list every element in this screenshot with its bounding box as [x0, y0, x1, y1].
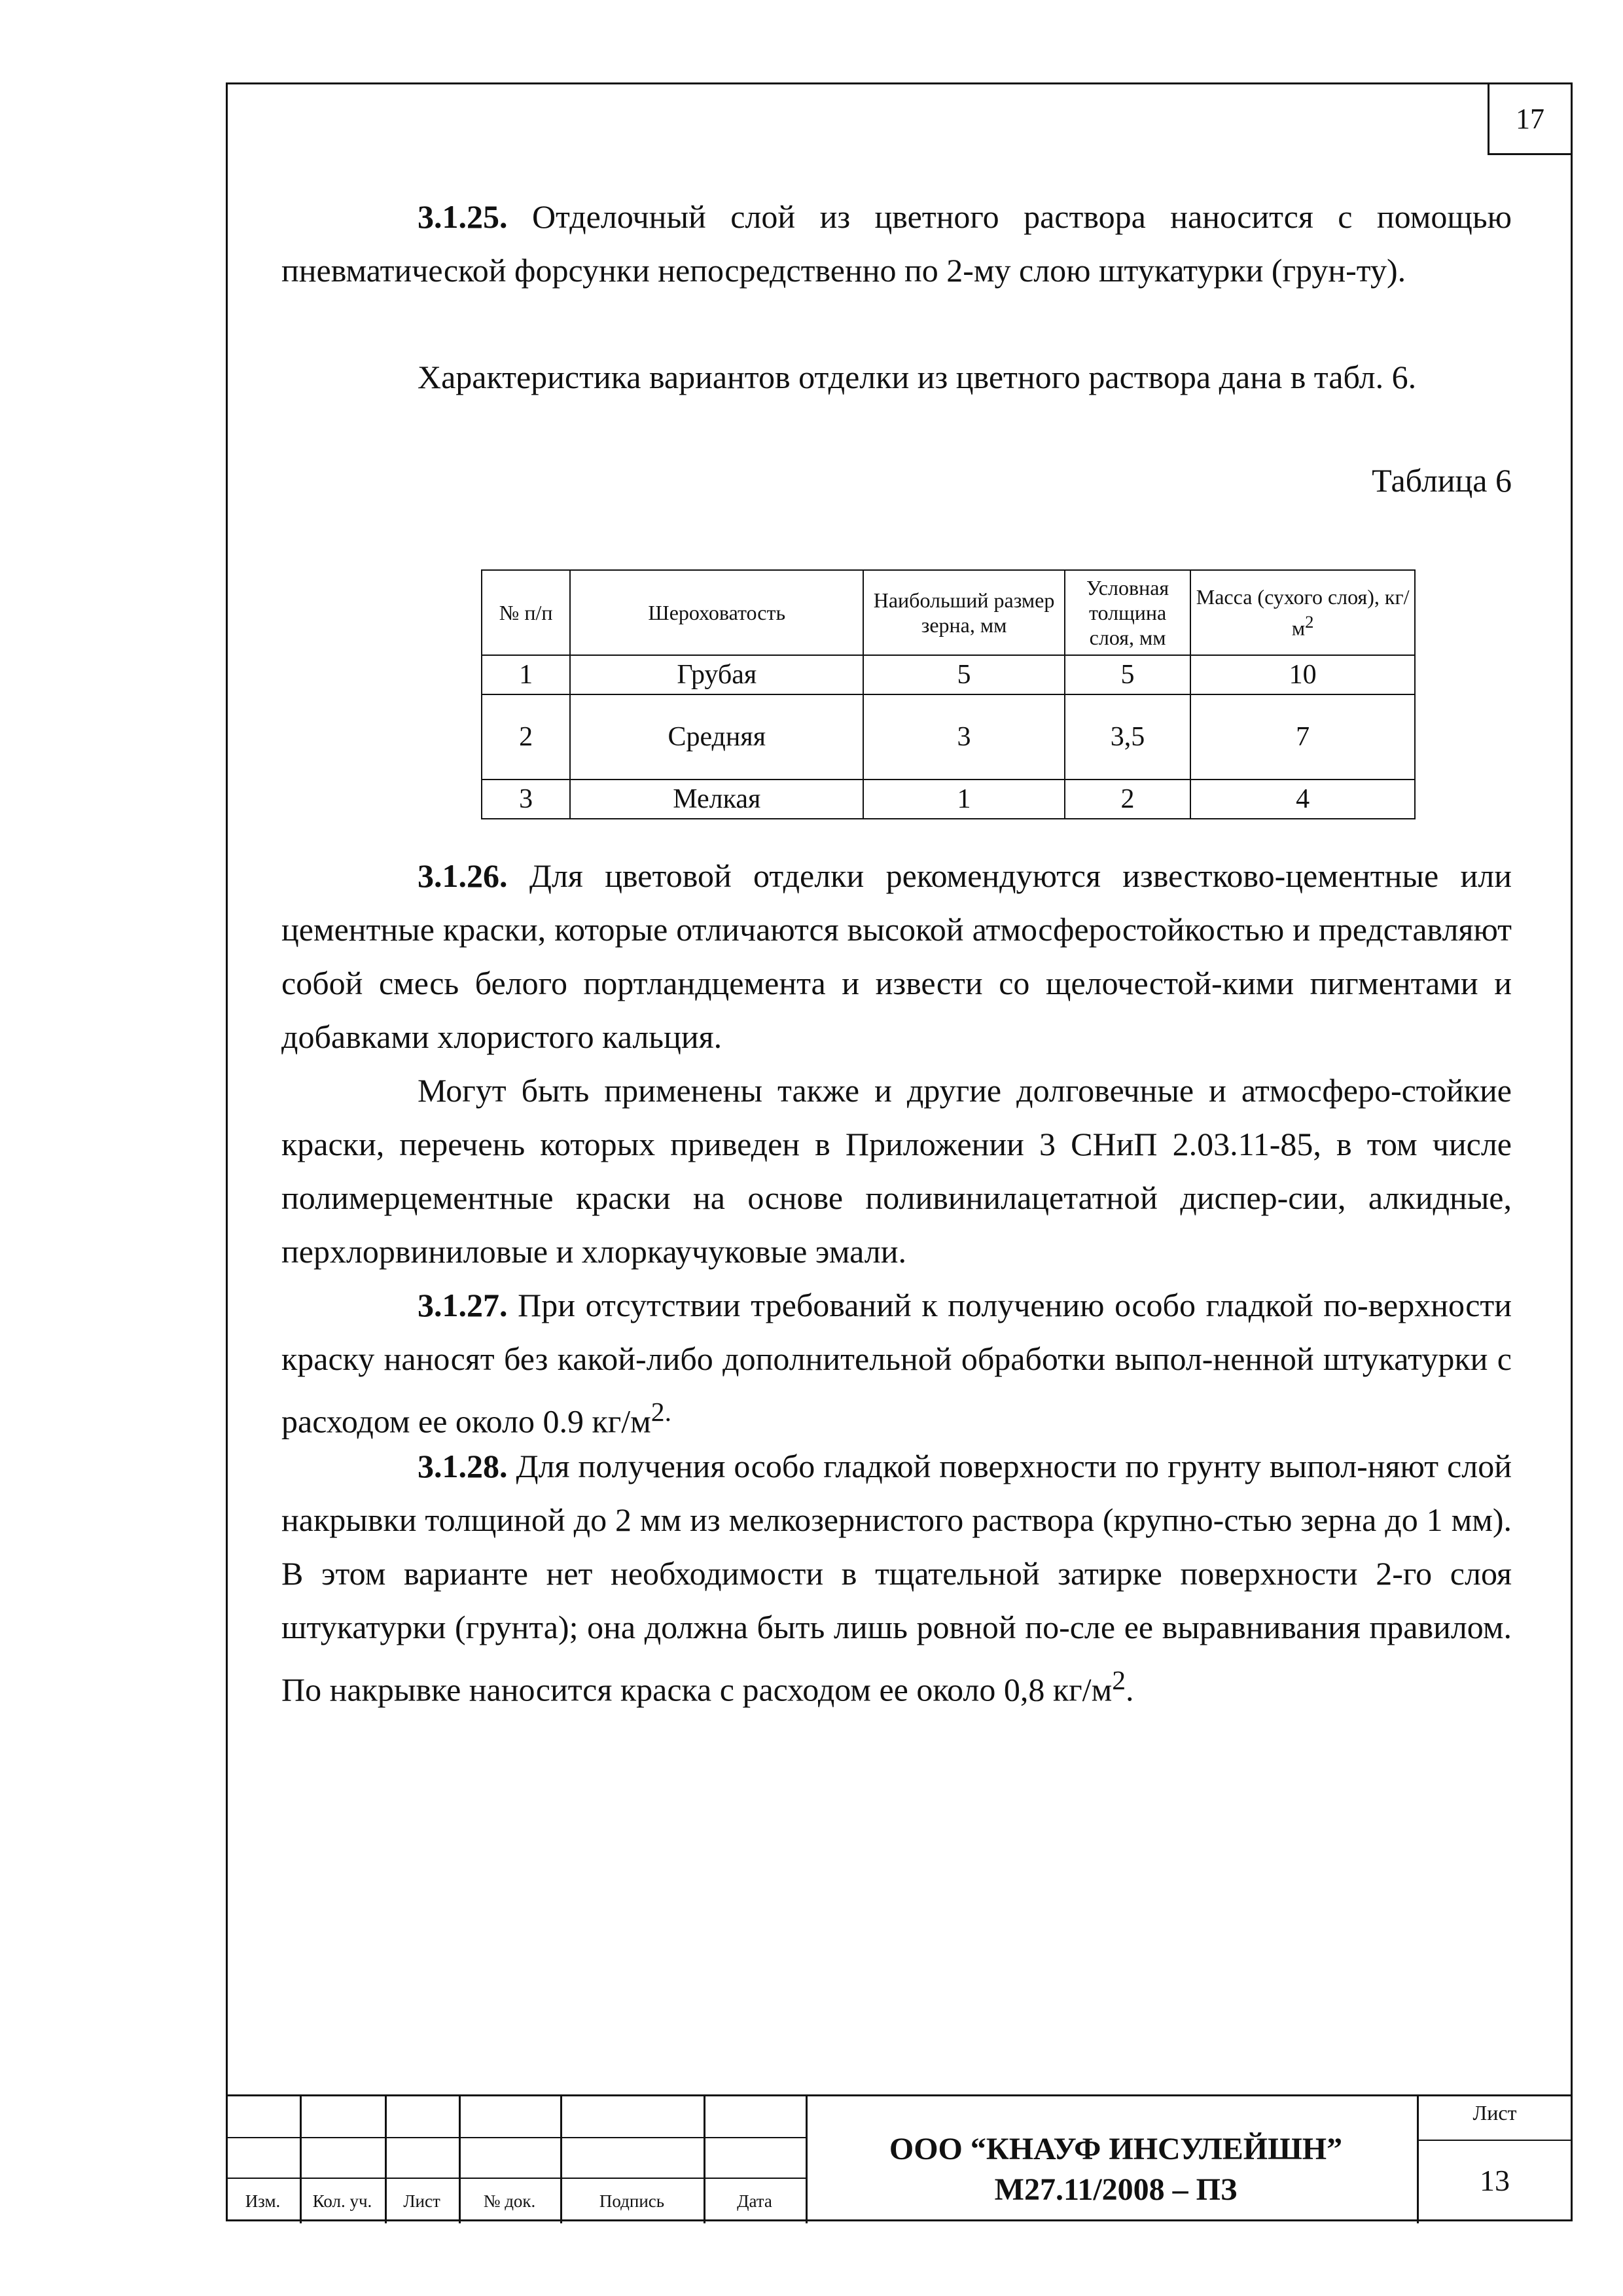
table-cell: 3,5 — [1065, 694, 1190, 780]
stamp-label-signature: Подпись — [599, 2191, 665, 2211]
clause-text: Характеристика вариантов отделки из цветного раствора дана в табл. 6. — [418, 359, 1417, 395]
stamp-label-date: Дата — [737, 2191, 772, 2211]
table-cell: Грубая — [570, 655, 863, 694]
table-cell: 2 — [1065, 780, 1190, 819]
table-cell: Средняя — [570, 694, 863, 780]
clause-text: При отсутствии требований к получению особо гладкой по-верхности краску наносят без какой-либо дополнительной обработки выпол-ненной штукатурки с расходом ее около 0.9 кг/м — [281, 1287, 1512, 1440]
table-cell: 1 — [482, 655, 570, 694]
table-6 — [481, 569, 1416, 819]
sheet-label: Лист — [1472, 2101, 1517, 2125]
table-row — [482, 694, 1415, 780]
document-code: М27.11/2008 – ПЗ — [994, 2172, 1238, 2207]
table-cell: 7 — [1190, 694, 1415, 780]
sheet-number: 13 — [1480, 2164, 1510, 2197]
clause-number: 3.1.28. — [418, 1448, 508, 1484]
stamp-label-change: Изм. — [245, 2191, 281, 2211]
clause-text: Могут быть применены также и другие долговечные и атмосферо-стойкие краски, перечень которых приведен в Приложении 3 СНиП 2.03.11-85, в том числе полимерцементные краски на основе поливинилацетатной диспер-сии, алкидные, перхлорвиниловые и хлоркаучуковые эмали. — [281, 1072, 1512, 1270]
clause-text-end: . — [1126, 1671, 1134, 1708]
table-cell: Мелкая — [570, 780, 863, 819]
stamp-label-doc: № док. — [483, 2191, 536, 2211]
table-row — [482, 655, 1415, 694]
header-cell: № п/п — [482, 570, 570, 655]
table-cell: 3 — [482, 780, 570, 819]
organization-name: ООО “КНАУФ ИНСУЛЕЙШН” — [889, 2132, 1343, 2166]
clause-text: Для цветовой отделки рекомендуются известково-цементные или цементные краски, которые отличаются высокой атмосферостойкостью и представляют собой смесь белого портландцемента и извести со щелочестой-кими пигментами и добавками хлористого кальция. — [281, 857, 1512, 1055]
header-cell: Шероховатость — [570, 570, 863, 655]
table-caption: Таблица 6 — [1372, 462, 1512, 499]
stamp-label-sheet: Лист — [403, 2191, 440, 2211]
clause-text: Отделочный слой из цветного раствора наносится с помощью пневматической форсунки непосредственно по 2-му слою штукатурки (грун-ту). — [281, 198, 1512, 289]
organization-block — [812, 2129, 1420, 2210]
table-cell: 2 — [482, 694, 570, 780]
table-cell: 5 — [863, 655, 1065, 694]
paragraph-3-1-28 — [281, 1439, 1512, 1717]
unit-superscript: 2 — [1305, 612, 1314, 632]
table-row — [482, 780, 1415, 819]
header-cell: Наибольший размер зерна, мм — [863, 570, 1065, 655]
unit-superscript: 2. — [651, 1397, 672, 1427]
stamp-label-count: Кол. уч. — [312, 2191, 372, 2211]
grid-line — [1417, 2140, 1573, 2141]
table-cell: 1 — [863, 780, 1065, 819]
top-sheet-number: 17 — [1488, 82, 1573, 155]
header-cell — [1190, 570, 1415, 655]
paragraph-paints — [281, 1064, 1512, 1278]
grid-line — [806, 2096, 808, 2223]
table-cell: 10 — [1190, 655, 1415, 694]
table-cell: 5 — [1065, 655, 1190, 694]
table-cell: 4 — [1190, 780, 1415, 819]
header-text: Масса (сухого слоя), кг/м — [1196, 585, 1410, 640]
clause-number: 3.1.26. — [418, 857, 508, 894]
header-cell: Условная толщина слоя, мм — [1065, 570, 1190, 655]
grid-line — [226, 2137, 806, 2138]
paragraph-3-1-27 — [281, 1278, 1512, 1448]
paragraph-table-reference — [281, 350, 1512, 404]
clause-number: 3.1.27. — [418, 1287, 508, 1323]
paragraph-3-1-26 — [281, 849, 1512, 1064]
unit-superscript: 2 — [1112, 1666, 1126, 1696]
clause-number: 3.1.25. — [418, 198, 508, 235]
clause-text: Для получения особо гладкой поверхности по грунту выпол-няют слой накрывки толщиной до 2 мм из мелкозернистого раствора (крупно-стью зерна до 1 мм). В этом варианте нет необходимости в тщательной затирке поверхности 2-го слоя штукатурки (грунта); она должна быть лишь ровной по-сле ее выравнивания правилом. По накрывке наносится краска с расходом ее около 0,8 кг/м — [281, 1448, 1512, 1708]
table-header-row — [482, 570, 1415, 655]
table-cell: 3 — [863, 694, 1065, 780]
grid-line — [226, 2178, 806, 2179]
paragraph-3-1-25 — [281, 190, 1512, 297]
